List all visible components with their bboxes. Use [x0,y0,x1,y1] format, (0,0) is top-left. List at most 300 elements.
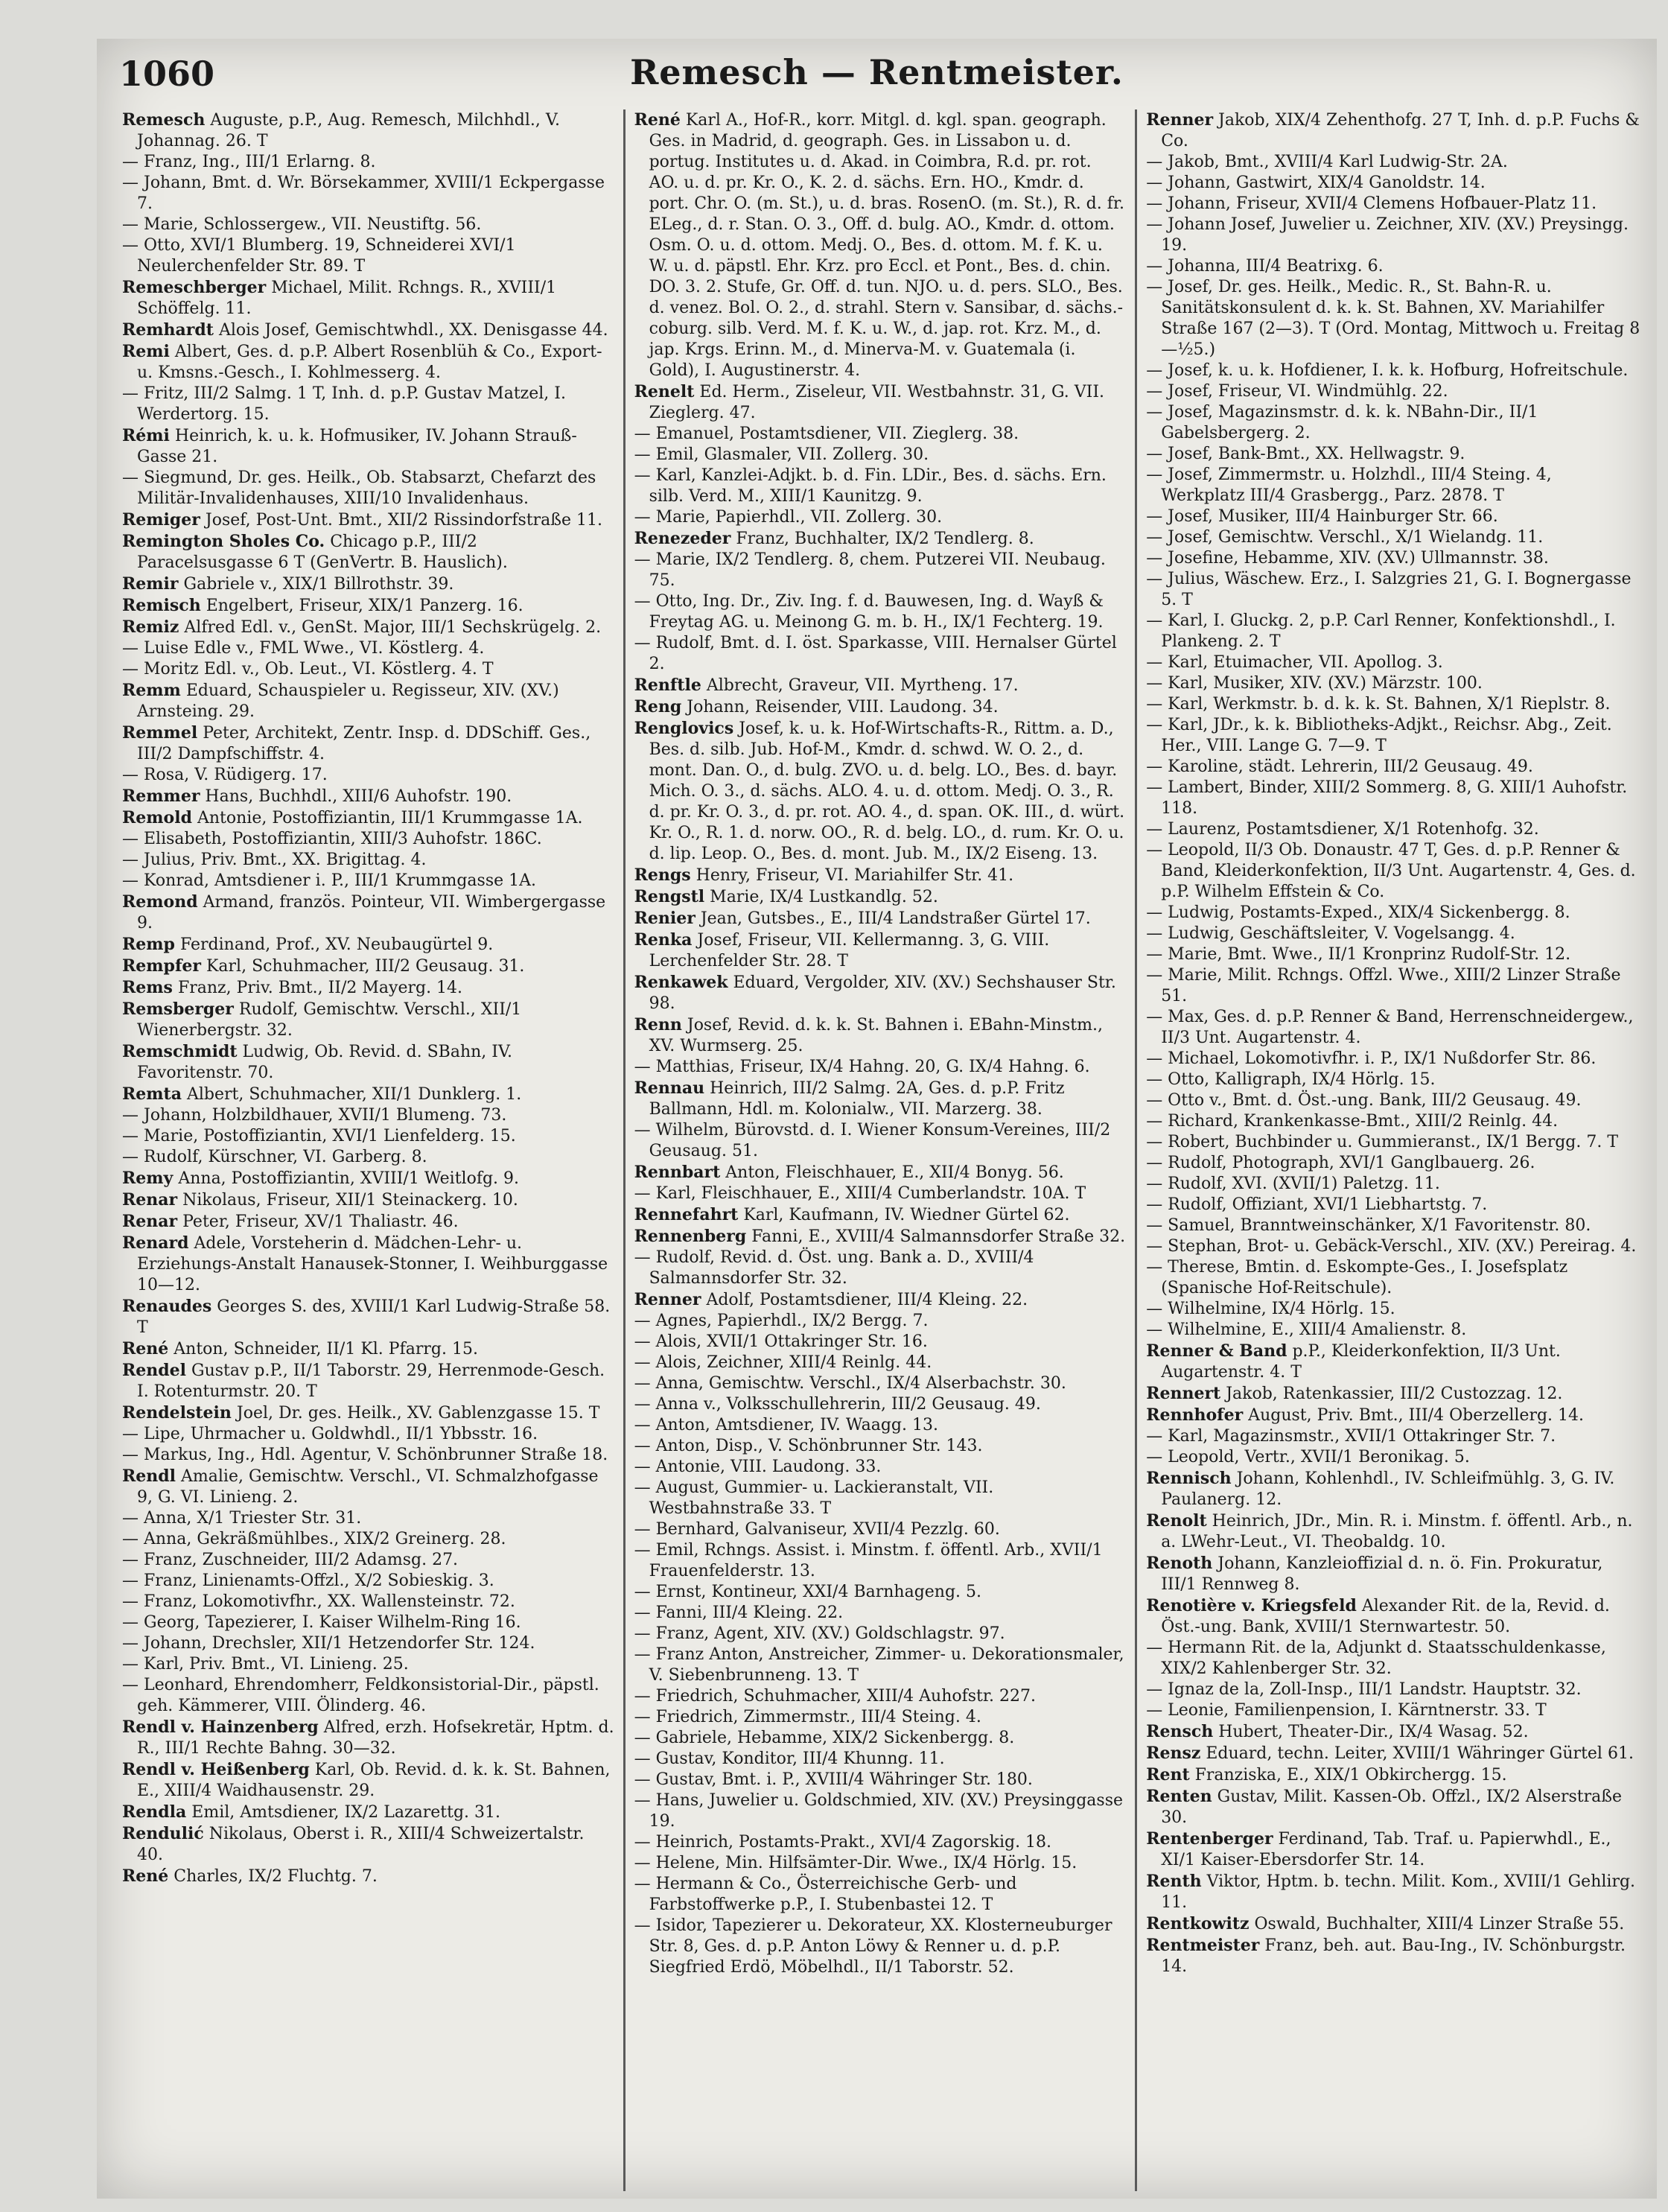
entry-text: — Siegmund, Dr. ges. Heilk., Ob. Stabsarzt, Chefarzt des Militär-Invalidenhauses, XIII/10 Invalidenhaus. [122,468,596,508]
directory-entry [1146,1111,1640,1132]
entry-text: — Marie, IX/2 Tendlerg. 8, chem. Putzerei VII. Neubaug. 75. [634,550,1106,590]
entry-text: Eduard, Vergolder, XIV. (XV.) Sechshauser Str. 98. [649,973,1116,1013]
entry-text: — Johann, Gastwirt, XIX/4 Ganoldstr. 14. [1146,174,1486,192]
entry-text: — Marie, Papierhdl., VII. Zollerg. 30. [634,508,943,527]
entry-text: — Franz, Agent, XIV. (XV.) Goldschlagstr. 97. [634,1624,1005,1643]
entry-text: Heinrich, III/2 Salmg. 2A, Ges. d. p.P. Fritz Ballmann, Hdl. m. Kolonialw., VII. Marzerg. 38. [649,1079,1065,1119]
entry-text: Emil, Amtsdiener, IX/2 Lazarettg. 31. [186,1803,501,1822]
directory-entry [122,1360,614,1402]
entry-text: — Otto v., Bmt. d. Öst.-ung. Bank, III/2 Geusaug. 49. [1146,1091,1582,1110]
directory-entry [1146,1935,1640,1977]
entry-text: — Josef, Magazinsmstr. d. k. k. NBahn-Dir., II/1 Gabelsbergerg. 2. [1146,403,1538,442]
entry-text: Gabriele v., XIX/1 Billrothstr. 39. [178,575,454,594]
entry-text: — Julius, Priv. Bmt., XX. Brigittag. 4. [122,851,427,869]
directory-entry [634,1478,1127,1519]
directory-entry [122,109,614,152]
entry-text: — Samuel, Branntweinschänker, X/1 Favoritenstr. 80. [1146,1216,1591,1235]
directory-entry [122,1802,614,1823]
directory-entry [634,1853,1127,1874]
entry-surname: Renotière v. Kriegsfeld [1146,1596,1357,1615]
entry-surname: Remiger [122,510,200,530]
entry-surname: Renner & Band [1146,1341,1287,1361]
entry-text: Albert, Schuhmacher, XII/1 Dunklerg. 1. [181,1085,522,1104]
entry-text: — Laurenz, Postamtsdiener, X/1 Rotenhofg. 32. [1146,820,1539,839]
directory-entry [122,1189,614,1211]
directory-entry [634,1183,1127,1204]
directory-entry [634,1749,1127,1770]
entry-text: Franziska, E., XIX/1 Obkirchergg. 15. [1189,1766,1507,1784]
entry-text: — Josef, Gemischtw. Verschl., X/1 Wielandg. 11. [1146,528,1544,547]
entry-surname: Rendl v. Hainzenberg [122,1717,319,1737]
entry-text: — Karl, Werkmstr. b. d. k. k. St. Bahnen, X/1 Rieplstr. 8. [1146,695,1611,714]
entry-text: — Karl, Etuimacher, VII. Apollog. 3. [1146,653,1443,672]
entry-surname: Remschmidt [122,1042,238,1061]
entry-text: Viktor, Hptm. b. techn. Milit. Kom., XVIII/1 Gehlirg. 11. [1161,1872,1636,1912]
directory-entry [634,718,1127,865]
directory-entry [122,531,614,573]
entry-text: — Robert, Buchbinder u. Gummieranst., IX/1 Bergg. 7. T [1146,1133,1619,1151]
entry-surname: René [122,1339,169,1358]
directory-entry [1146,819,1640,840]
entry-text: — Franz Anton, Anstreicher, Zimmer- u. Dekorationsmaler, V. Siebenbrunneng. 13. T [634,1645,1124,1685]
entry-text: — Julius, Wäschew. Erz., I. Salzgries 21, G. I. Bognergasse 5. T [1146,570,1632,609]
directory-entry [1146,1153,1640,1174]
entry-text: Gustav p.P., II/1 Taborstr. 29, Herrenmode-Gesch. I. Rotenturmstr. 20. T [137,1361,605,1401]
entry-surname: Rengstl [634,887,705,906]
directory-entry [1146,903,1640,924]
entry-surname: Remiz [122,617,179,637]
directory-entry [1146,1090,1640,1111]
directory-entry [1146,465,1640,506]
entry-text: Jakob, XIX/4 Zehenthofg. 27 T, Inh. d. p.P. Fuchs & Co. [1161,111,1640,150]
directory-entry [122,829,614,850]
directory-entry [122,1168,614,1189]
directory-entry [1146,109,1640,152]
entry-text: — Richard, Krankenkasse-Bmt., XIII/2 Reinlg. 44. [1146,1112,1559,1131]
entry-text: p.P., Kleiderkonfektion, II/3 Unt. Augartenstr. 4. T [1161,1342,1561,1382]
entry-text: Antonie, Postoffiziantin, III/1 Krummgasse 1A. [191,809,583,827]
entry-surname: Remesch [122,110,206,130]
entry-text: Johann, Kanzleioffizial d. n. ö. Fin. Prokuratur, III/1 Rennweg 8. [1161,1554,1603,1594]
directory-entry [634,1162,1127,1183]
columns [113,109,1649,2191]
directory-entry [122,1147,614,1168]
directory-entry [122,1508,614,1529]
entry-text: — Matthias, Friseur, IX/4 Hahng. 20, G. IX/4 Hahng. 6. [634,1058,1090,1076]
entry-text: Josef, Revid. d. k. k. St. Bahnen i. EBahn-Minstm., XV. Wurmserg. 25. [649,1016,1103,1055]
entry-text: — Wilhelmine, E., XIII/4 Amalienstr. 8. [1146,1320,1467,1339]
column-2 [626,109,1138,2191]
entry-text: — Therese, Bmtin. d. Eskompte-Ges., I. Josefsplatz (Spanische Hof-Reitschule). [1146,1258,1568,1297]
entry-text: Joel, Dr. ges. Heilk., XV. Gablenzgasse 15. T [231,1404,600,1423]
entry-text: Ludwig, Ob. Revid. d. SBahn, IV. Favoritenstr. 70. [137,1043,513,1082]
directory-entry [1146,381,1640,402]
directory-entry [122,341,614,384]
directory-entry [1146,715,1640,757]
entry-text: Albrecht, Graveur, VII. Myrtheng. 17. [701,676,1019,695]
entry-surname: Renner [1146,110,1214,130]
entry-text: — Franz, Zuschneider, III/2 Adamsg. 27. [122,1551,459,1569]
directory-entry [1146,569,1640,611]
directory-entry [634,1226,1127,1248]
entry-text: Nikolaus, Oberst i. R., XIII/4 Schweizertalstr. 40. [137,1825,585,1864]
entry-surname: Renoth [1146,1554,1213,1573]
entry-text: Karl, Kaufmann, IV. Wiedner Gürtel 62. [738,1206,1070,1224]
entry-text: — Michael, Lokomotivfhr. i. P., IX/1 Nußdorfer Str. 86. [1146,1049,1597,1068]
entry-text: Karl, Ob. Revid. d. k. k. St. Bahnen, E., XIII/4 Waidhausenstr. 29. [137,1761,611,1800]
entry-surname: Rendl v. Heißenberg [122,1760,310,1779]
directory-entry [1146,1257,1640,1299]
entry-text: — Friedrich, Schuhmacher, XIII/4 Auhofstr. 227. [634,1687,1036,1706]
entry-surname: Rennefahrt [634,1205,739,1224]
directory-entry [1146,256,1640,277]
entry-surname: Remond [122,892,198,912]
entry-surname: Rendelstein [122,1403,232,1423]
entry-text: — Leopold, Vertr., XVII/1 Beronikag. 5. [1146,1448,1470,1466]
entry-surname: Rems [122,978,173,997]
entry-text: — Alois, XVII/1 Ottakringer Str. 16. [634,1332,928,1351]
entry-text: — Emil, Glasmaler, VII. Zollerg. 30. [634,445,929,464]
entry-text: Ferdinand, Tab. Traf. u. Papierwhdl., E., XI/1 Kaiser-Ebersdorfer Str. 14. [1161,1830,1611,1869]
entry-surname: Remm [122,681,181,700]
directory-entry [122,1424,614,1445]
directory-entry [122,956,614,977]
entry-text: — Karl, Fleischhauer, E., XIII/4 Cumberlandstr. 10A. T [634,1184,1086,1203]
entry-text: Amalie, Gemischtw. Verschl., VI. Schmalzhofgasse 9, G. VI. Linieng. 2. [137,1467,599,1507]
directory-entry [122,384,614,425]
directory-entry [634,424,1127,445]
directory-entry [1146,152,1640,173]
entry-text: Engelbert, Friseur, XIX/1 Panzerg. 16. [200,597,523,615]
entry-text: — Josef, Zimmermstr. u. Holzhdl., III/4 Steing. 4, Werkplatz III/4 Grasbergg., Parz. 2878. T [1146,465,1552,505]
directory-entry [634,591,1127,633]
directory-entry [1146,1383,1640,1405]
directory-entry [1146,1700,1640,1721]
entry-text: — Otto, Ing. Dr., Ziv. Ing. f. d. Bauwesen, Ing. d. Wayß & Freytag AG. u. Meinong G. m. b. H., IX/1 Fechterg. 19. [634,592,1104,632]
directory-entry [122,1296,614,1338]
entry-surname: Renglovics [634,719,734,738]
entry-text: — Ludwig, Geschäftsleiter, V. Vogelsangg. 4. [1146,924,1515,943]
entry-surname: Remy [122,1169,174,1188]
directory-entry [122,1866,614,1887]
entry-text: — Anna, X/1 Triester Str. 31. [122,1509,362,1528]
directory-entry [634,675,1127,696]
directory-entry [122,1717,614,1759]
directory-entry [1146,778,1640,819]
entry-text: — Rudolf, Offiziant, XVI/1 Liebhartstg. 7. [1146,1195,1488,1214]
entry-surname: Remsberger [122,999,234,1019]
directory-entry [634,1204,1127,1226]
directory-entry [122,1105,614,1126]
entry-text: Franz, Priv. Bmt., II/2 Mayerg. 14. [172,979,463,997]
directory-entry [1146,1764,1640,1786]
directory-entry [122,1759,614,1802]
entry-surname: Rensz [1146,1744,1201,1763]
entry-text: — Josef, Dr. ges. Heilk., Medic. R., St. Bahn-R. u. Sanitätskonsulent d. k. k. St. Bahnen, XV. Mariahilfer Straße 167 (2—3). T (Ord. Montag, Mittwoch u. Freitag 8—½5.) [1146,278,1640,359]
directory-entry [122,1211,614,1233]
directory-entry [122,1675,614,1717]
entry-text: Adele, Vorsteherin d. Mädchen-Lehr- u. Erziehungs-Anstalt Hanausek-Stonner, I. Weihburggasse 10—12. [137,1234,608,1294]
entry-text: — Hans, Juwelier u. Goldschmied, XIV. (XV.) Preysinggasse 19. [634,1791,1124,1831]
entry-surname: Rennau [634,1078,705,1098]
directory-entry [1146,694,1640,715]
directory-entry [1146,527,1640,548]
directory-entry [122,765,614,786]
directory-entry [122,1529,614,1550]
entry-text: Franz, beh. aut. Bau-Ing., IV. Schönburgstr. 14. [1161,1936,1626,1976]
entry-text: Rudolf, Gemischtw. Verschl., XII/1 Wienerbergstr. 32. [137,1000,522,1040]
entry-text: — Emil, Rchngs. Assist. i. Minstm. f. öffentl. Arb., XVII/1 Frauenfelderstr. 13. [634,1541,1103,1580]
directory-entry [1146,1299,1640,1320]
directory-entry [634,109,1127,381]
entry-text: Alfred Edl. v., GenSt. Major, III/1 Sechskrügelg. 2. [179,618,602,637]
directory-entry [1146,965,1640,1007]
directory-entry [1146,840,1640,903]
entry-text: Georges S. des, XVIII/1 Karl Ludwig-Straße 58. T [137,1297,611,1337]
directory-entry [1146,1786,1640,1828]
entry-text: Nikolaus, Friseur, XII/1 Steinackerg. 10. [177,1191,518,1210]
entry-surname: Renolt [1146,1511,1207,1531]
entry-surname: Remeschberger [122,278,267,297]
entry-text: — Karl, Priv. Bmt., VI. Linieng. 25. [122,1655,409,1674]
entry-text: Josef, Friseur, VII. Kellermanng. 3, G. VIII. Lerchenfelder Str. 28. T [649,931,1050,970]
entry-surname: René [122,1866,169,1886]
entry-surname: Renftle [634,676,701,695]
entry-surname: Rengs [634,865,691,885]
directory-entry [1146,1132,1640,1153]
entry-text: Marie, IX/4 Lustkandlg. 52. [704,888,938,906]
entry-surname: Rennert [1146,1384,1221,1403]
entry-text: — Rudolf, Revid. d. Öst. ung. Bank a. D., XVIII/4 Salmannsdorfer Str. 32. [634,1248,1034,1288]
entry-text: Alexander Rit. de la, Revid. d. Öst.-ung. Bank, XVIII/1 Sternwartestr. 50. [1161,1597,1610,1636]
directory-entry [122,1823,614,1866]
directory-entry [122,786,614,807]
entry-text: Charles, IX/2 Fluchtg. 7. [168,1867,378,1886]
entry-text: Jean, Gutsbes., E., III/4 Landstraßer Gürtel 17. [695,909,1091,928]
directory-entry [634,1728,1127,1749]
entry-text: — Georg, Tapezierer, I. Kaiser Wilhelm-Ring 16. [122,1613,521,1632]
directory-entry [122,573,614,595]
entry-surname: Renelt [634,382,695,401]
entry-text: — Franz, Ing., III/1 Erlarng. 8. [122,153,376,171]
entry-surname: Rennisch [1146,1469,1232,1488]
directory-entry [1146,506,1640,527]
directory-entry [1146,1510,1640,1553]
directory-entry [634,886,1127,908]
entry-surname: Renard [122,1233,189,1253]
directory-entry [122,1233,614,1296]
directory-entry [122,1550,614,1571]
directory-entry [122,977,614,999]
directory-entry [1146,1721,1640,1743]
directory-entry [1146,194,1640,214]
directory-entry [1146,1341,1640,1383]
directory-entry [122,638,614,659]
directory-entry [122,680,614,722]
directory-entry [634,1874,1127,1916]
directory-entry [122,1084,614,1105]
entry-text: — Leopold, II/3 Ob. Donaustr. 47 T, Ges. d. p.P. Renner & Band, Kleiderkonfektion, II/3 Unt. Augartenstr. 4, Ges. d. p.P. Wilhelm Effstein & Co. [1146,841,1636,901]
entry-text: — Johann, Drechsler, XII/1 Hetzendorfer Str. 124. [122,1634,535,1653]
directory-entry [122,871,614,892]
entry-surname: Rempfer [122,956,201,976]
entry-text: — Gustav, Bmt. i. P., XVIII/4 Währinger Str. 180. [634,1770,1033,1789]
entry-text: — Wilhelmine, IX/4 Hörlg. 15. [1146,1300,1395,1318]
directory-entry [122,214,614,235]
directory-entry [122,425,614,468]
directory-entry [634,908,1127,929]
entry-text: — Stephan, Brot- u. Gebäck-Verschl., XIV. (XV.) Pereirag. 4. [1146,1237,1637,1256]
entry-text: — Anna, Gemischtw. Verschl., IX/4 Alserbachstr. 30. [634,1374,1066,1393]
entry-surname: Renezeder [634,529,731,548]
entry-text: — Friedrich, Zimmermstr., III/4 Steing. 4. [634,1708,981,1726]
directory-entry [122,1592,614,1612]
entry-surname: Remhardt [122,320,214,340]
directory-entry [122,850,614,871]
entry-text: — Karoline, städt. Lehrerin, III/2 Geusaug. 49. [1146,757,1533,776]
directory-entry [634,929,1127,972]
entry-text: Armand, französ. Pointeur, VII. Wimbergergasse 9. [137,893,606,932]
entry-text: — Hermann Rit. de la, Adjunkt d. Staatsschuldenkasse, XIX/2 Kahlenberger Str. 32. [1146,1639,1606,1678]
directory-entry [122,807,614,829]
entry-text: Ferdinand, Prof., XV. Neubaugürtel 9. [174,935,494,954]
entry-text: — Johann, Holzbildhauer, XVII/1 Blumeng. 73. [122,1106,507,1125]
directory-entry [122,1445,614,1466]
entry-surname: Renar [122,1190,178,1210]
directory-entry [1146,944,1640,965]
entry-surname: René [634,110,681,130]
entry-text: — Otto, Kalligraph, IX/4 Hörlg. 15. [1146,1070,1436,1089]
entry-surname: Rent [1146,1765,1190,1784]
entry-text: — Lipe, Uhrmacher u. Goldwhdl., II/1 Ybbsstr. 16. [122,1425,538,1443]
entry-text: — Max, Ges. d. p.P. Renner & Band, Herrenschneidergew., II/3 Unt. Augartenstr. 4. [1146,1008,1634,1047]
directory-entry [122,1571,614,1592]
directory-entry [1146,1447,1640,1468]
entry-surname: Remmer [122,786,200,806]
entry-text: — Josef, k. u. k. Hofdiener, I. k. k. Hofburg, Hofreitschule. [1146,361,1629,380]
entry-text: — Isidor, Tapezierer u. Dekorateur, XX. Klosterneuburger Str. 8, Ges. d. p.P. Anton Löwy & Renner u. d. p.P. Siegfried Erdö, Möbelhdl., II/1 Taborstr. 52. [634,1916,1112,1977]
column-1 [113,109,626,2191]
entry-text: Anton, Schneider, II/1 Kl. Pfarrg. 15. [168,1340,478,1358]
directory-entry [634,972,1127,1014]
directory-entry [122,722,614,765]
entry-text: — Franz, Lokomotivfhr., XX. Wallensteinstr. 72. [122,1592,515,1611]
entry-text: Michael, Milit. Rchngs. R., XVIII/1 Schöffelg. 11. [137,279,557,318]
entry-surname: Rentkowitz [1146,1914,1250,1933]
entry-surname: Rentenberger [1146,1829,1273,1849]
directory-entry [1146,1913,1640,1935]
directory-entry [1146,1828,1640,1871]
directory-entry [1146,402,1640,444]
entry-surname: Remisch [122,596,201,615]
entry-text: August, Priv. Bmt., III/4 Oberzellerg. 14. [1243,1406,1585,1425]
entry-surname: Rennhofer [1146,1405,1244,1425]
entry-text: — Leonie, Familienpension, I. Kärntnerstr. 33. T [1146,1701,1547,1720]
directory-entry [1146,1174,1640,1195]
entry-text: — Karl, Kanzlei-Adjkt. b. d. Fin. LDir., Bes. d. sächs. Ern. silb. Verd. M., XIII/1 Kaunitzg. 9. [634,466,1107,506]
entry-text: Franz, Buchhalter, IX/2 Tendlerg. 8. [730,530,1034,548]
entry-text: — Ernst, Kontineur, XXI/4 Barnhageng. 5. [634,1583,982,1601]
directory-entry [122,934,614,956]
entry-text: — Ignaz de la, Zoll-Insp., III/1 Landstr. Hauptstr. 32. [1146,1680,1582,1699]
directory-entry [1146,444,1640,465]
directory-entry [122,277,614,320]
entry-text: — Karl, Musiker, XIV. (XV.) Märzstr. 100. [1146,674,1483,693]
entry-text: — Lambert, Binder, XIII/2 Sommerg. 8, G. XIII/1 Auhofstr. 118. [1146,778,1628,818]
directory-entry [122,1338,614,1360]
directory-entry [634,1603,1127,1624]
entry-text: — Wilhelm, Bürovstd. d. I. Wiener Konsum-Vereines, III/2 Geusaug. 51. [634,1121,1111,1160]
directory-entry [634,1436,1127,1457]
entry-surname: Remi [122,342,170,361]
entry-text: Anna, Postoffiziantin, XVIII/1 Weitlofg. 9. [173,1169,520,1188]
directory-entry [634,1120,1127,1162]
directory-entry [634,550,1127,591]
entry-text: Peter, Friseur, XV/1 Thaliastr. 46. [177,1213,459,1231]
directory-entry [634,1289,1127,1311]
entry-text: Peter, Architekt, Zentr. Insp. d. DDSchiff. Ges., III/2 Dampfschiffstr. 4. [137,724,591,763]
entry-text: — Agnes, Papierhdl., IX/2 Bergg. 7. [634,1312,929,1330]
entry-text: Adolf, Postamtsdiener, III/4 Kleing. 22. [701,1291,1028,1309]
entry-surname: Remmel [122,723,198,743]
directory-entry [634,1624,1127,1644]
directory-entry [634,1248,1127,1289]
directory-entry [634,1353,1127,1373]
directory-entry [1146,1320,1640,1341]
entry-text: — Johann, Bmt. d. Wr. Börsekammer, XVIII/1 Eckpergasse 7. [122,174,605,213]
entry-text: — Rudolf, Kürschner, VI. Garberg. 8. [122,1148,427,1166]
entry-text: Chicago p.P., III/2 Paracelsusgasse 6 T (GenVertr. B. Hauslich). [137,533,508,572]
directory-entry [122,892,614,934]
directory-entry [634,1540,1127,1582]
directory-entry [634,1394,1127,1415]
entry-text: — Antonie, VIII. Laudong. 33. [634,1458,882,1476]
directory-entry [1146,1215,1640,1236]
entry-text: — Rosa, V. Rüdigerg. 17. [122,766,328,784]
directory-entry [634,1832,1127,1853]
entry-text: — Jakob, Bmt., XVIII/4 Karl Ludwig-Str. 2A. [1146,153,1508,171]
entry-text: — Ludwig, Postamts-Exped., XIX/4 Sickenbergg. 8. [1146,903,1570,922]
directory-entry [634,865,1127,886]
entry-text: — Josefine, Hebamme, XIV. (XV.) Ullmannstr. 38. [1146,549,1549,568]
entry-text: Oswald, Buchhalter, XIII/4 Linzer Straße 55. [1249,1915,1625,1933]
entry-text: Karl A., Hof-R., korr. Mitgl. d. kgl. span. geograph. Ges. in Madrid, d. geograph. Ges. in Lissabon u. d. portug. Institutes u. d. Akad. in Coimbra, R.d. pr. rot. AO. u. d. pr. Kr. O., K. 2. d. sächs. Ern. HO., Kmdr. d. port. Chr. O. (m. St.), u. d. bras. RosenO. (m. St.), R. d. fr. ELeg., d. r. Stan. O. 3., Off. d. bulg. AO., Kmdr. d. ottom. Osm. O. u. d. ottom. Medj. O., Bes. d. ottom. M. f. K. u. W. u. d. päpstl. Ehr. Krz. pro Eccl. et Pont., Bes. d. chin. DO. 3. 2. Stufe, Gr. Off. d. tun. NJO. u. d. pers. SLO., Bes. d. venez. Bol. O. 2., d. strahl. Stern v. Sansibar, d. sächs.-coburg. silb. Verd. M. f. K. u. W., d. jap. rot. Krz. M., d. jap. Krgs. Erinn. M., d. Minerva-M. v. Guatemala (i. Gold), I. Augustinerstr. 4. [649,111,1124,380]
directory-entry [634,696,1127,718]
entry-text: — Alois, Zeichner, XIII/4 Reinlg. 44. [634,1353,932,1372]
entry-text: — Elisabeth, Postoffiziantin, XIII/3 Auhofstr. 186C. [122,830,542,848]
entry-surname: Rendulić [122,1824,204,1843]
directory-entry [634,1332,1127,1353]
directory-entry [1146,924,1640,944]
entry-surname: Rentmeister [1146,1936,1260,1955]
directory-entry [122,152,614,173]
entry-text: — Josef, Bank-Bmt., XX. Hellwagstr. 9. [1146,445,1465,463]
directory-entry [1146,1405,1640,1426]
entry-text: Anton, Fleischhauer, E., XII/4 Bonyg. 56. [720,1163,1064,1182]
entry-surname: Rensch [1146,1722,1214,1741]
directory-entry [122,617,614,638]
entry-text: — Markus, Ing., Hdl. Agentur, V. Schönbrunner Straße 18. [122,1446,608,1464]
directory-entry [1146,1195,1640,1215]
entry-text: — Rudolf, XVI. (XVII/1) Paletzg. 11. [1146,1175,1440,1193]
directory-entry [634,1686,1127,1707]
entry-text: — Marie, Schlossergew., VII. Neustiftg. 56. [122,215,482,234]
entry-text: — Bernhard, Galvaniseur, XVII/4 Pezzlg. 60. [634,1520,1000,1539]
entry-surname: Remir [122,574,179,594]
entry-text: — Josef, Musiker, III/4 Hainburger Str. 66. [1146,507,1498,526]
entry-surname: Renth [1146,1872,1202,1891]
entry-text: — Helene, Min. Hilfsämter-Dir. Wwe., IX/4 Hörlg. 15. [634,1854,1077,1872]
